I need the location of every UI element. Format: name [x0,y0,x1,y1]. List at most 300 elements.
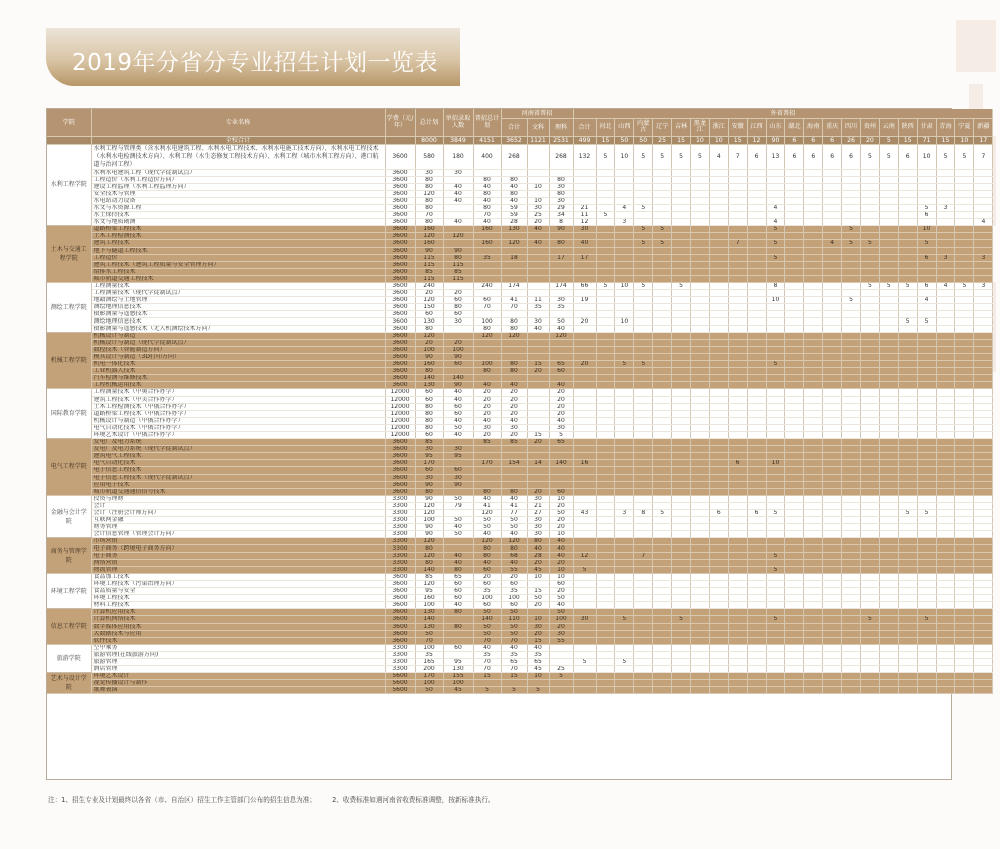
value-cell: 150 [415,304,443,311]
value-cell: 70 [473,637,501,644]
table-row [47,290,993,297]
value-cell [549,311,573,318]
province-cell [917,353,936,360]
major-cell: 水利水电建筑工程（现代学徒制试点） [91,169,385,176]
province-cell [823,396,842,403]
province-cell [690,651,709,658]
value-cell [527,446,549,453]
province-cell [936,623,955,630]
value-cell: 3600 [385,488,415,495]
province-cell [615,339,634,346]
value-cell: 41 [501,502,527,509]
province-cell [766,304,785,311]
province-cell [653,183,672,190]
province-cell [766,197,785,204]
province-cell [898,382,917,389]
province-cell [898,666,917,673]
province-cell [785,389,804,396]
value-cell [549,275,573,282]
value-cell: 65 [549,439,573,446]
value-cell [443,283,473,290]
value-cell: 27 [527,510,549,517]
province-cell [804,318,823,325]
value-cell [443,545,473,552]
province-cell [728,552,747,559]
major-cell: 安全技术与管理 [91,190,385,197]
college-cell: 艺术与设计学院 [47,673,91,694]
province-cell [860,247,879,254]
province-cell [709,446,728,453]
province-cell [936,517,955,524]
value-cell: 85 [501,439,527,446]
value-cell [549,687,573,694]
province-cell [860,559,879,566]
value-cell: 19 [573,297,596,304]
province-cell [596,431,615,438]
province-cell [974,353,993,360]
province-cell [842,609,861,616]
value-cell: 28 [501,219,527,226]
value-cell: 20 [501,396,527,403]
value-cell [443,325,473,332]
value-cell: 30 [443,169,473,176]
major-cell: 工程测量技术 [91,283,385,290]
province-cell [804,680,823,687]
province-cell [917,197,936,204]
province-cell [917,467,936,474]
province-cell [879,488,898,495]
province-cell [634,275,653,282]
province-cell [785,651,804,658]
value-cell: 65 [443,573,473,580]
province-cell [672,687,691,694]
province-cell [766,609,785,616]
province-cell [690,460,709,467]
province-cell [615,637,634,644]
province-cell [766,332,785,339]
province-cell [804,233,823,240]
province-cell [653,531,672,538]
value-cell: 90 [415,524,443,531]
value-cell [501,346,527,353]
province-cell: 5 [653,144,672,169]
province-cell [690,268,709,275]
province-cell [955,602,974,609]
value-cell: 120 [443,233,473,240]
value-cell [573,531,596,538]
province-cell [672,573,691,580]
total-province: 15 [728,136,747,144]
province-cell [860,275,879,282]
header-outer-sum: 合计 [573,118,596,136]
province-cell [974,474,993,481]
table-row [47,226,993,233]
province-cell [936,616,955,623]
province-cell [709,290,728,297]
province-cell [747,580,766,587]
value-cell: 20 [549,410,573,417]
province-cell: 5 [653,226,672,233]
value-cell: 10 [527,197,549,204]
province-cell [596,368,615,375]
province-cell [672,517,691,524]
province-cell [842,644,861,651]
value-cell: 130 [415,609,443,616]
value-cell: 80 [473,176,501,183]
province-cell [709,467,728,474]
province-cell [785,254,804,261]
value-cell: 15 [527,431,549,438]
province-cell [709,169,728,176]
value-cell: 55 [549,637,573,644]
province-cell [879,524,898,531]
province-cell [785,524,804,531]
province-cell [690,233,709,240]
province-cell [860,417,879,424]
province-cell: 5 [596,283,615,290]
province-cell [917,183,936,190]
province-cell [842,233,861,240]
total-province: 17 [974,136,993,144]
province-cell [955,410,974,417]
value-cell: 170 [415,673,443,680]
province-cell [596,623,615,630]
province-cell: 5 [860,616,879,623]
province-cell: 10 [615,318,634,325]
province-cell [842,417,861,424]
value-cell: 60 [443,361,473,368]
province-cell [955,524,974,531]
province-cell [728,616,747,623]
value-cell [501,233,527,240]
major-cell: 电子商务 [91,552,385,559]
province-cell [690,297,709,304]
major-cell: 测绘地理信息技术 [91,318,385,325]
value-cell: 25 [549,666,573,673]
province-cell [747,559,766,566]
province-cell [898,389,917,396]
province-cell [709,226,728,233]
province-cell [823,658,842,665]
value-cell: 80 [415,410,443,417]
value-cell: 120 [415,510,443,517]
value-cell [473,169,501,176]
province-cell [823,510,842,517]
value-cell: 3600 [385,439,415,446]
province-cell [860,495,879,502]
value-cell: 130 [443,666,473,673]
major-cell: 土木工程检测技术（中俄合作办学） [91,403,385,410]
province-cell [785,190,804,197]
header-province: 宁夏 [955,118,974,136]
province-cell [653,169,672,176]
province-cell [634,545,653,552]
province-cell [596,396,615,403]
province-cell [690,382,709,389]
province-cell [690,602,709,609]
value-cell [573,183,596,190]
province-cell [615,495,634,502]
province-cell [860,290,879,297]
province-cell [955,502,974,509]
province-cell [653,396,672,403]
province-cell [785,580,804,587]
value-cell [573,382,596,389]
table-row [47,403,993,410]
province-cell [842,247,861,254]
province-cell [879,261,898,268]
province-cell [804,424,823,431]
province-cell [974,197,993,204]
province-cell [974,531,993,538]
value-cell: 100 [473,318,501,325]
province-cell [653,460,672,467]
value-cell [549,261,573,268]
value-cell [573,311,596,318]
province-cell [898,467,917,474]
province-cell [634,431,653,438]
value-cell: 60 [549,580,573,587]
province-cell [728,545,747,552]
province-cell [785,339,804,346]
value-cell: 85 [415,439,443,446]
value-cell [527,580,549,587]
value-cell: 90 [415,495,443,502]
province-cell [898,403,917,410]
province-cell [955,368,974,375]
province-cell [653,283,672,290]
table-row [47,233,993,240]
province-cell [917,573,936,580]
province-cell [747,396,766,403]
header-general: 普招总计划 [473,109,501,136]
value-cell: 30 [501,424,527,431]
province-cell [974,304,993,311]
value-cell [443,332,473,339]
province-cell [785,495,804,502]
province-cell [936,673,955,680]
major-cell: 水利工程与管理类（含水利水电建筑工程、水利水电工程技术、水利水电施工技术方向）、水利水电工程技术（水利水电检测技术方向）、水利工程（水生态修复工程技术方向）、水利工程（城市水利工程方向）、港口航道与治河工程） [91,144,385,169]
province-cell [879,183,898,190]
province-cell: 5 [672,616,691,623]
province-cell [653,524,672,531]
value-cell [527,417,549,424]
table-row [47,651,993,658]
province-cell [634,410,653,417]
value-cell: 30 [527,623,549,630]
province-cell [804,332,823,339]
province-cell [804,212,823,219]
total-province: 26 [842,136,861,144]
value-cell: 30 [527,204,549,211]
province-cell [898,552,917,559]
table-row [47,212,993,219]
value-cell: 5600 [385,680,415,687]
province-cell [860,467,879,474]
province-cell: 3 [974,254,993,261]
value-cell [573,474,596,481]
province-cell [842,361,861,368]
province-cell [709,616,728,623]
province-cell [785,247,804,254]
value-cell: 40 [443,524,473,531]
table-row [47,439,993,446]
province-cell [917,233,936,240]
value-cell: 120 [415,580,443,587]
province-cell [634,190,653,197]
value-cell: 3600 [385,332,415,339]
province-cell [747,375,766,382]
province-cell [974,290,993,297]
province-cell: 6 [804,144,823,169]
province-cell [842,389,861,396]
value-cell: 40 [473,417,501,424]
province-cell [709,410,728,417]
value-cell: 40 [549,325,573,332]
table-row [47,644,993,651]
province-cell [842,290,861,297]
province-cell [917,169,936,176]
province-cell [917,439,936,446]
province-cell: 10 [917,144,936,169]
value-cell [527,144,549,169]
value-cell: 50 [501,524,527,531]
province-cell [917,268,936,275]
province-cell [842,616,861,623]
value-cell [527,283,549,290]
province-cell [766,673,785,680]
province-cell [709,502,728,509]
province-cell [823,651,842,658]
province-cell [728,396,747,403]
province-cell [728,226,747,233]
province-cell [785,361,804,368]
province-cell [804,524,823,531]
province-cell [785,630,804,637]
header-province: 贵州 [860,118,879,136]
province-cell [898,247,917,254]
province-cell [709,566,728,573]
province-cell [615,488,634,495]
province-cell [898,495,917,502]
value-cell [573,197,596,204]
value-cell [573,517,596,524]
province-cell [785,226,804,233]
province-cell [653,481,672,488]
province-cell [917,304,936,311]
province-cell [879,651,898,658]
major-cell: 环境艺术设计 [91,673,385,680]
province-cell [672,183,691,190]
province-cell [842,410,861,417]
value-cell: 30 [415,446,443,453]
value-cell: 65 [549,361,573,368]
province-cell [785,609,804,616]
province-cell [879,623,898,630]
value-cell: 3600 [385,176,415,183]
province-cell [747,481,766,488]
province-cell [974,644,993,651]
province-cell [709,545,728,552]
province-cell [974,332,993,339]
major-cell: 会计（注册会计师方向） [91,510,385,517]
province-cell [690,559,709,566]
province-cell [955,538,974,545]
province-cell [672,261,691,268]
value-cell: 50 [549,318,573,325]
province-cell [634,517,653,524]
province-cell [917,460,936,467]
province-cell [974,658,993,665]
province-cell [615,424,634,431]
province-cell [974,226,993,233]
province-cell [898,488,917,495]
province-cell [898,481,917,488]
province-cell [596,545,615,552]
province-cell [672,197,691,204]
province-cell [728,332,747,339]
province-cell [728,368,747,375]
value-cell: 5 [573,566,596,573]
major-cell: 电气自动化技术（中俄合作办学） [91,424,385,431]
province-cell [860,510,879,517]
province-cell [860,361,879,368]
value-cell [573,403,596,410]
value-cell: 154 [501,460,527,467]
province-cell [804,325,823,332]
province-cell [860,204,879,211]
value-cell: 12000 [385,389,415,396]
province-cell [634,623,653,630]
province-cell [879,559,898,566]
province-cell [879,481,898,488]
province-cell [804,240,823,247]
province-cell [728,190,747,197]
value-cell: 85 [443,268,473,275]
province-cell [615,446,634,453]
province-cell [690,588,709,595]
province-cell [728,311,747,318]
value-cell: 20 [501,431,527,438]
province-cell [879,680,898,687]
province-cell [615,566,634,573]
table-row [47,410,993,417]
value-cell: 65 [527,658,549,665]
value-cell: 80 [415,545,443,552]
value-cell [549,353,573,360]
value-cell: 40 [501,382,527,389]
province-cell [596,666,615,673]
province-cell [917,368,936,375]
province-cell [747,389,766,396]
value-cell [573,559,596,566]
province-cell [879,318,898,325]
value-cell: 70 [473,304,501,311]
value-cell: 40 [443,559,473,566]
value-cell: 40 [501,644,527,651]
value-cell [573,680,596,687]
province-cell [766,247,785,254]
province-cell [653,623,672,630]
province-cell [615,290,634,297]
table-row [47,637,993,644]
province-cell [842,580,861,587]
province-cell [766,417,785,424]
province-cell [596,467,615,474]
province-cell: 5 [766,254,785,261]
province-cell [823,446,842,453]
table-row [47,552,993,559]
